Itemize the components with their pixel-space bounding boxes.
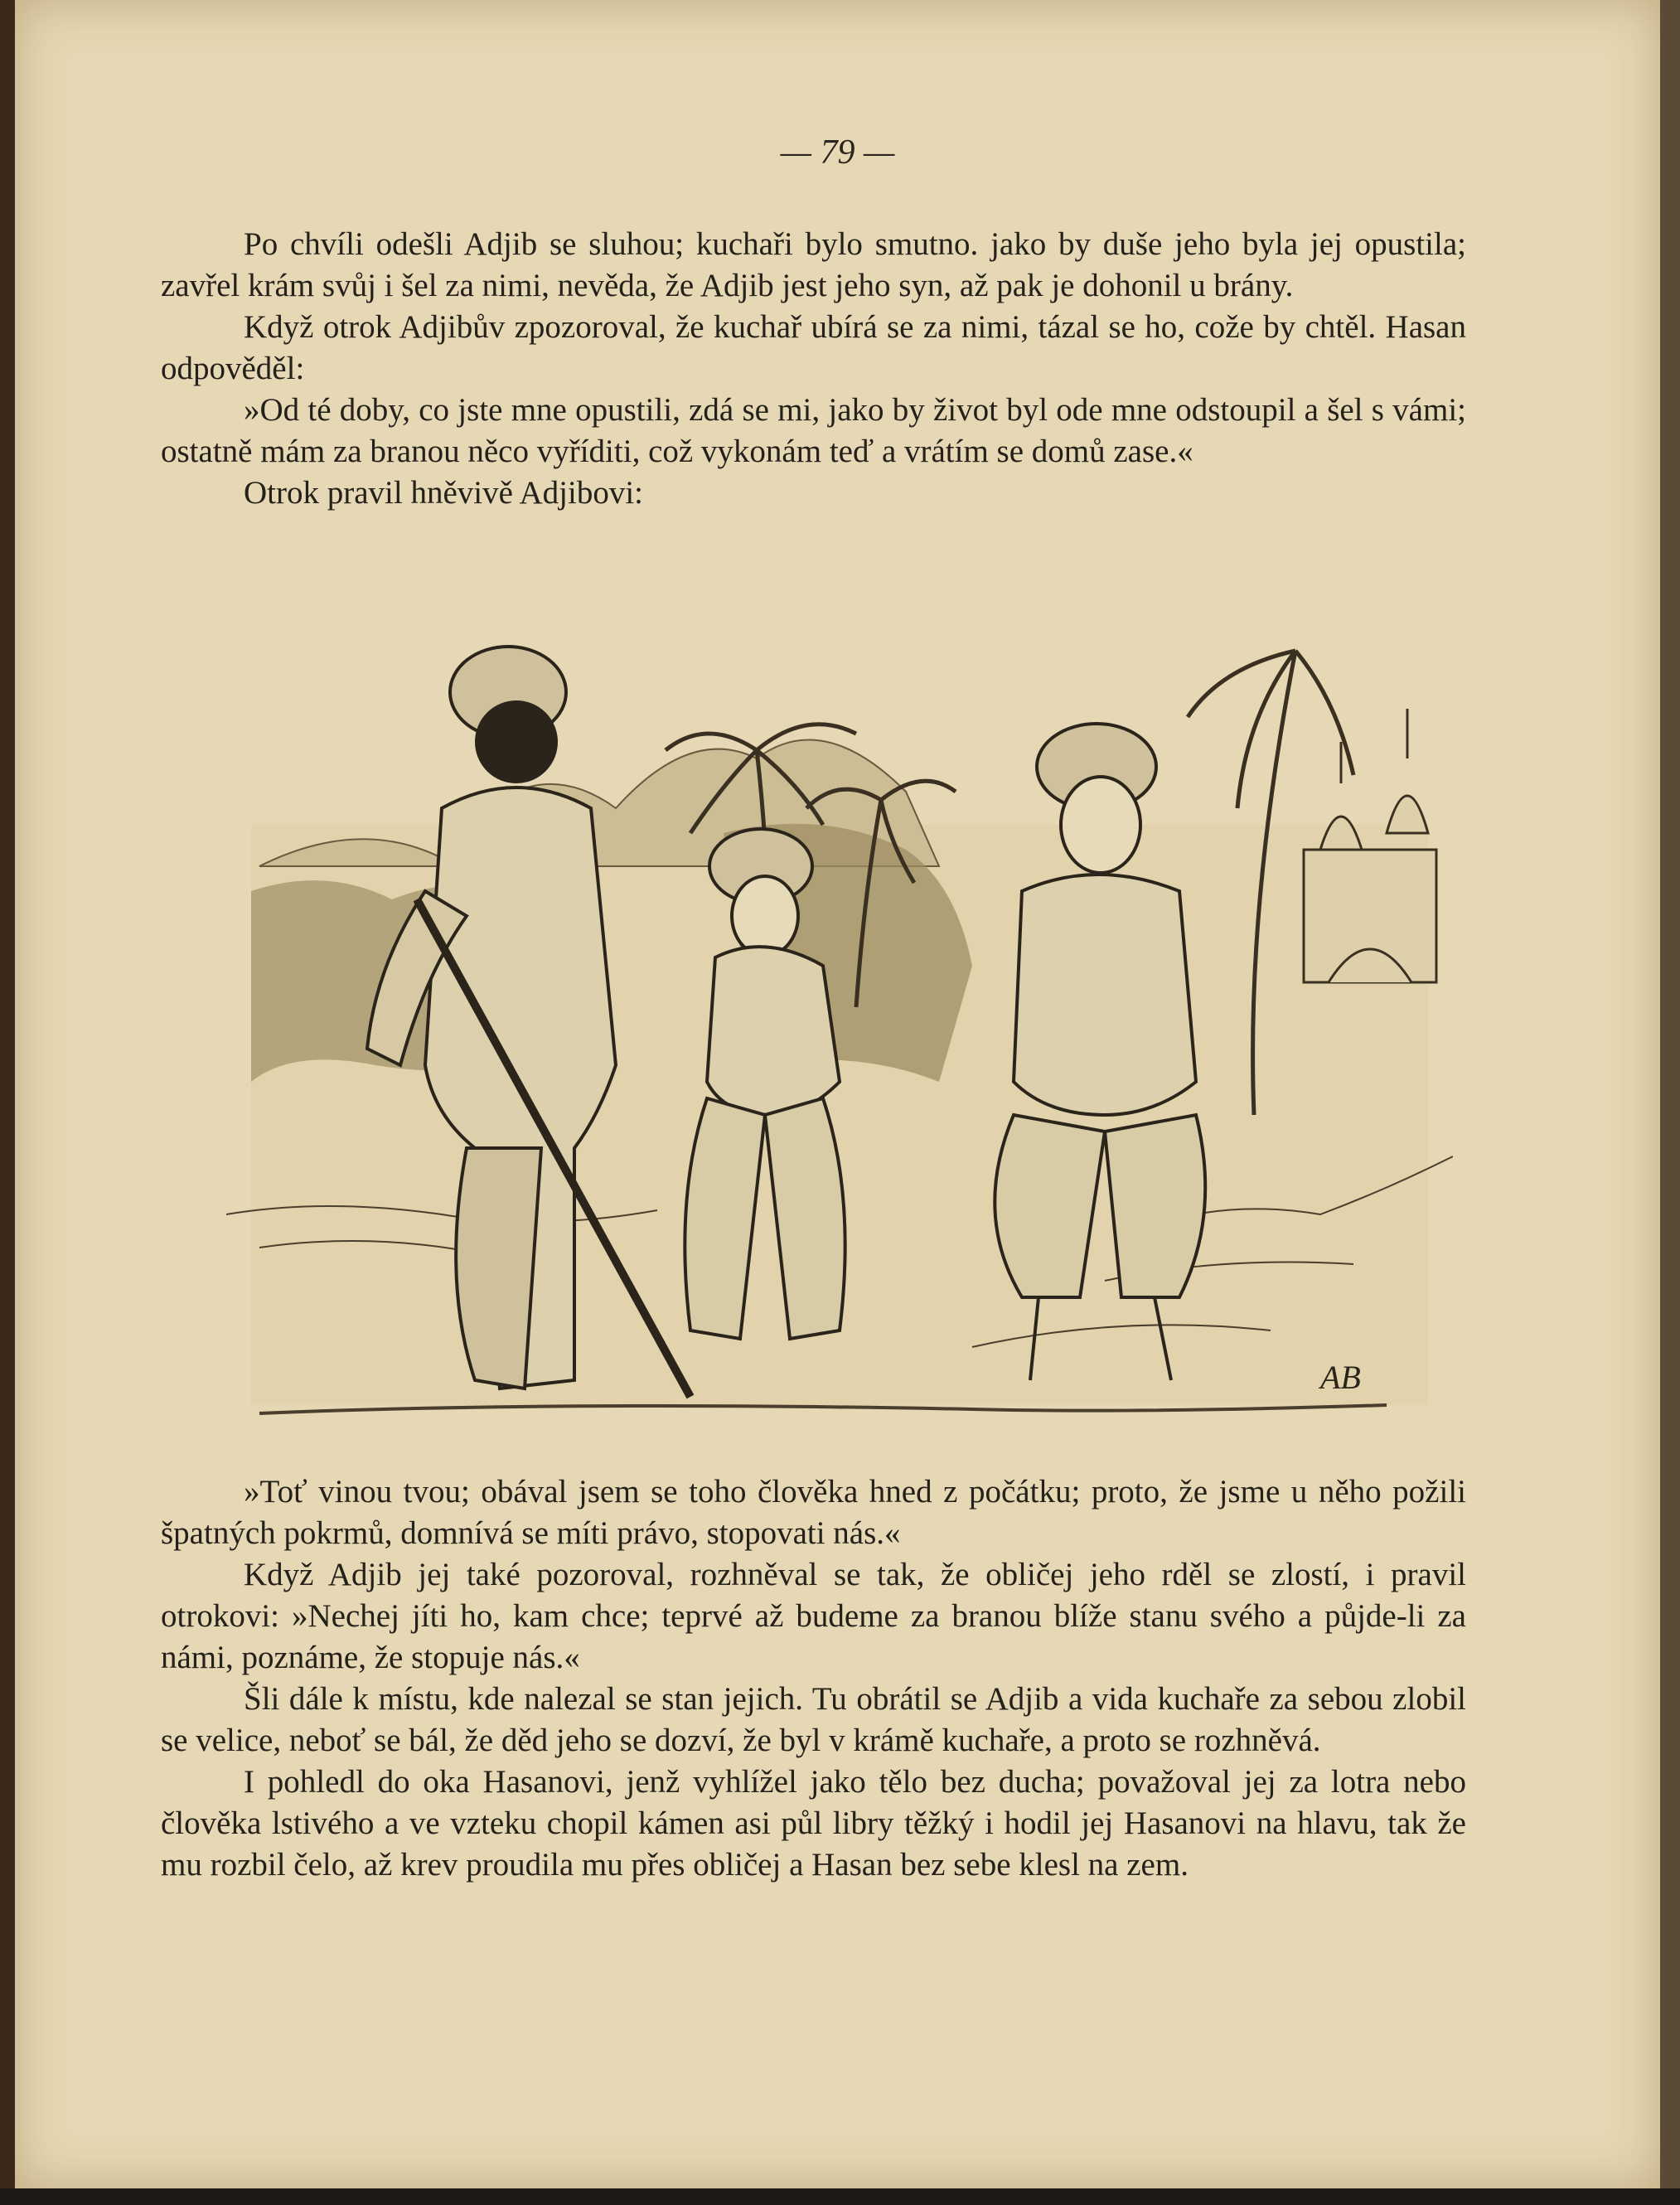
paragraph: »Od té doby, co jste mne opustili, zdá se mi, jako by život byl ode mne odstoupil a šel s vámi; ostatně mám za branou něco vyříditi, což vykonám teď a vrátím se domů zase.«: [161, 392, 1466, 469]
paragraph: Když Adjib jej také pozoroval, rozhněval se tak, že obličej jeho rděl se zlostí, i pravil otrokovi: »Nechej jíti ho, kam chce; teprvé až budeme za branou blíže stanu svého a půjde-li za námi, poznáme, že stopuje nás.«: [161, 1557, 1466, 1675]
paragraph: Po chvíli odešli Adjib se sluhou; kuchaři bylo smutno. jako by duše jeho byla jej opustila; zavřel krám svůj i šel za nimi, nevěda, že Adjib jest jeho syn, až pak je dohonil u brány.: [161, 226, 1466, 303]
paragraph: Šli dále k místu, kde nalezal se stan jejich. Tu obrátil se Adjib a vida kuchaře za sebou zlobil se velice, neboť se bál, že děd jeho se dozví, že byl v krámě kuchaře, a proto se rozhněvá.: [161, 1681, 1466, 1758]
book-page: [15, 0, 1660, 2188]
page-number: — 79 —: [780, 133, 895, 172]
page-edge: [1660, 0, 1680, 2205]
engraving-illustration: [226, 618, 1453, 1426]
page-edge-bottom: [0, 2188, 1680, 2205]
text-block-top: [161, 224, 1466, 514]
paragraph: I pohledl do oka Hasanovi, jenž vyhlížel jako tělo bez ducha; považoval jej za lotra nebo člověka lstivého a ve vzteku chopil kámen asi půl libry těžký i hodil jej Hasanovi na hlavu, tak že mu rozbil čelo, až krev proudila mu přes obličej a Hasan bez sebe klesl na zem.: [161, 1764, 1466, 1883]
engraver-monogram: AB: [1320, 1359, 1361, 1396]
paragraph: Otrok pravil hněvivě Adjibovi:: [244, 475, 644, 511]
paragraph: »Toť vinou tvou; obával jsem se toho člověka hned z počátku; proto, že jsme u něho požili špatných pokrmů, domnívá se míti právo, stopovati nás.«: [161, 1474, 1466, 1551]
text-block-bottom: [161, 1471, 1466, 1886]
book-binding: [0, 0, 15, 2205]
paragraph: Když otrok Adjibův zpozoroval, že kuchař ubírá se za nimi, tázal se ho, cože by chtěl. Hasan odpověděl:: [161, 309, 1466, 386]
